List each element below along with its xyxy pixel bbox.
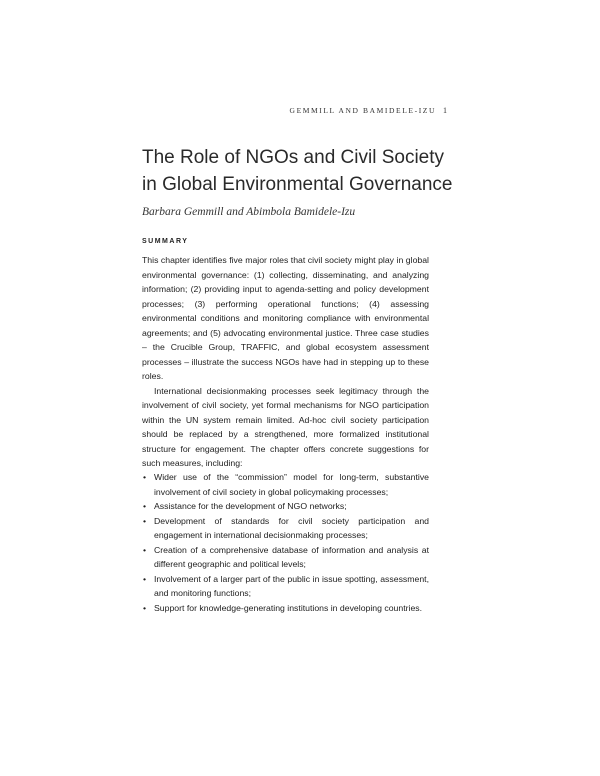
bullet-icon: • [143,602,147,613]
list-item [142,601,429,616]
summary-paragraph-1: This chapter identifies five major roles that civil society might play in global environmental governance: (1) collecting, disseminating, and analyzing information; (2) providing input to agenda-setting and policy development processes; (3) performing operational functions; (4) assessing environmental conditions and monitoring compliance with environmental agreements; and (5) advocating environmental justice. Three case studies – the Crucible Group, TRAFFIC, and global ecosystem assessment processes – illustrate the success NGOs have had in stepping up to these roles. [142,255,429,381]
chapter-authors: Barbara Gemmill and Abimbola Bamidele-Izu [142,206,356,218]
summary-body [142,253,429,471]
bullet-icon: • [143,472,147,482]
list-item [142,470,429,499]
list-item [142,514,429,543]
list-item [142,543,429,572]
running-head [0,106,600,118]
page-number: 1 [443,106,447,115]
bullet-icon: • [143,544,147,555]
list-item [142,499,429,514]
chapter-title-line-1: The Role of NGOs and Civil Society [142,147,445,168]
recommendations-list [142,470,429,615]
list-item-text: Wider use of the “commission” model for long-term, substantive involvement of civil society in global policymaking processes; [154,472,429,497]
bullet-icon: • [143,515,147,526]
chapter-title [142,144,462,198]
list-item-text: Creation of a comprehensive database of information and analysis at different geographic and political levels; [154,544,429,569]
list-item [142,572,429,601]
chapter-title-line-2: in Global Environmental Governance [142,174,453,195]
summary-heading: SUMMARY [142,238,189,245]
list-item-text: Involvement of a larger part of the public in issue spotting, assessment, and monitoring functions; [154,573,429,598]
running-head-authors: GEMMILL AND BAMIDELE-IZU [289,106,436,115]
bullet-icon: • [143,573,147,584]
summary-paragraph-2: International decisionmaking processes seek legitimacy through the involvement of civil society, yet formal mechanisms for NGO participation within the UN system remain limited. Ad-hoc civil society participation should be replaced by a strengthened, more formalized institutional structure for engagement. The chapter offers concrete suggestions for such measures, including: [142,385,429,468]
bullet-icon: • [143,501,147,511]
list-item-text: Support for knowledge-generating institutions in developing countries. [154,602,423,613]
list-item-text: Development of standards for civil society participation and engagement in international decisionmaking processes; [154,515,429,540]
list-item-text: Assistance for the development of NGO networks; [154,501,347,511]
